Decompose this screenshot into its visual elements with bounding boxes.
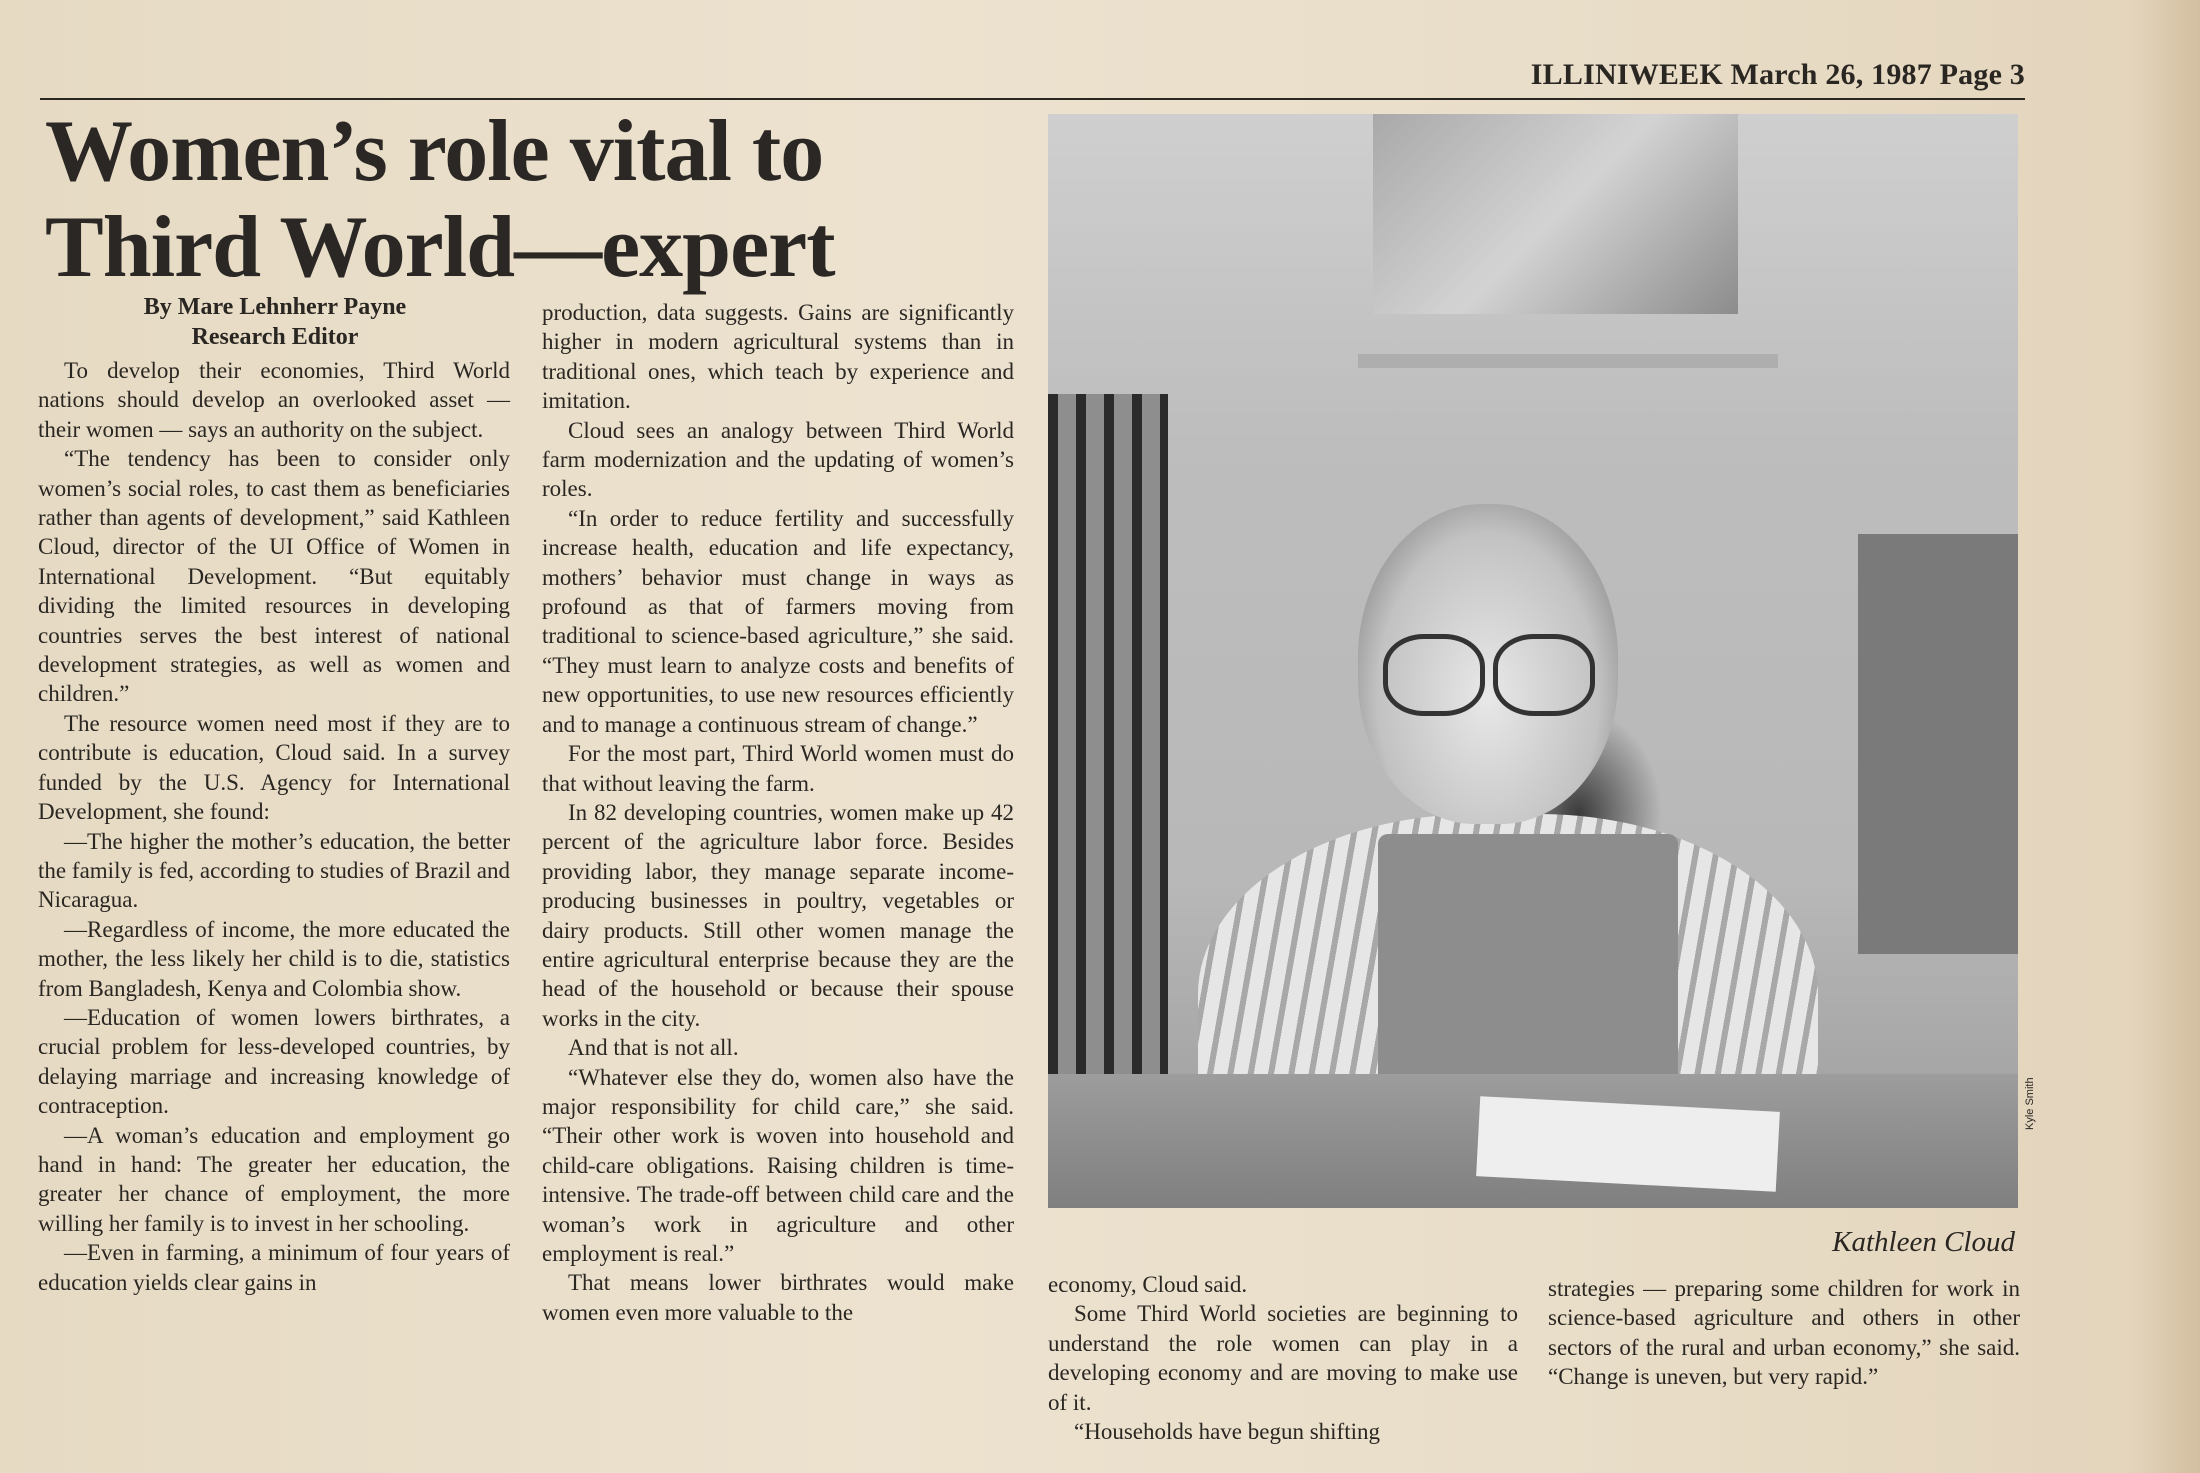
paragraph: —Education of women lowers birthrates, a crucial problem for less-developed countries, by delaying marriage and increasing knowledge of contraception. (38, 1004, 510, 1119)
paragraph: —Regardless of income, the more educated the mother, the less likely her child is to die, statistics from Bangladesh, Kenya and Colombia show. (38, 916, 510, 1001)
paragraph: Cloud sees an analogy between Third World farm modernization and the updating of women’s roles. (542, 417, 1014, 502)
desk-paper (1476, 1096, 1780, 1192)
photo-caption: Kathleen Cloud (1832, 1226, 2015, 1258)
article-column-3 (1048, 1270, 1518, 1446)
paragraph: The resource women need most if they are to contribute is education, Cloud said. In a survey funded by the U.S. Agency for International Development, she found: (38, 710, 510, 825)
bulletin-board (1858, 534, 2018, 954)
paragraph: In 82 developing countries, women make up 42 percent of the agriculture labor force. Besides providing labor, they manage separate income-producing businesses in poultry, vegetables or dairy products. Still other women manage the entire agricultural enterprise because they are the head of the household or because their spouse works in the city. (542, 799, 1014, 1031)
portrait-photo (1048, 114, 2018, 1208)
paragraph: Some Third World societies are beginning to understand the role women can play in a developing economy and are moving to make use of it. (1048, 1301, 1518, 1415)
paragraph: —The higher the mother’s education, the better the family is fed, according to studies of Brazil and Nicaragua. (38, 828, 510, 913)
photo-credit: Kyle Smith (2024, 1077, 2036, 1130)
byline-author: By Mare Lehnherr Payne (143, 294, 407, 320)
article-column-1 (38, 356, 510, 1297)
paragraph: “The tendency has been to consider only women’s social roles, to cast them as beneficiaries rather than agents of development,” said Kathleen Cloud, director of the UI Office of Women in International Development. “But equitably dividing the limited resources in developing countries serves the best interest of national development strategies, as well as women and children.” (38, 446, 510, 707)
headline-line-2: Third World—expert (45, 199, 835, 296)
wall-poster (1373, 114, 1738, 314)
article-column-4 (1548, 1274, 2020, 1392)
paragraph: —A woman’s education and employment go hand in hand: The greater her education, the greater her chance of employment, the more willing her family is to invest in her schooling. (38, 1122, 510, 1236)
glasses-left-lens (1383, 634, 1485, 716)
paragraph: —Even in farming, a minimum of four years of education yields clear gains in (38, 1240, 510, 1295)
poster-caption (1358, 354, 1778, 368)
bookshelf (1048, 394, 1168, 1114)
headline (45, 104, 1035, 296)
paragraph: economy, Cloud said. (1048, 1272, 1248, 1297)
paragraph: “Whatever else they do, women also have the major responsibility for child care,” she said. “Their other work is woven into household and child-care obligations. Raising children is time-intensive. The trade-off between child care and the woman’s work in agriculture and other employment is real.” (542, 1064, 1014, 1266)
byline-title: Research Editor (191, 324, 359, 350)
paragraph: “Households have begun shifting (1074, 1419, 1380, 1445)
paragraph: And that is not all. (568, 1035, 739, 1061)
paragraph: For the most part, Third World women must do that without leaving the farm. (542, 741, 1014, 796)
page-folio: ILLINIWEEK March 26, 1987 Page 3 (1530, 58, 2025, 91)
header-rule (40, 98, 2025, 100)
article-column-2 (542, 298, 1014, 1327)
paragraph: “In order to reduce fertility and successfully increase health, education and life expectancy, mothers’ behavior must change in ways as profound as that of farmers moving from traditional to science-based agriculture,” she said. “They must learn to analyze costs and benefits of new opportunities, to use new resources efficiently and to manage a continuous stream of change.” (542, 505, 1014, 737)
paragraph: To develop their economies, Third World nations should develop an overlooked asset — their women — says an authority on the subject. (38, 358, 510, 442)
headline-line-1: Women’s role vital to (45, 103, 824, 200)
glasses-right-lens (1493, 634, 1595, 716)
byline (40, 292, 510, 352)
page-edge-shadow (2130, 0, 2200, 1473)
paragraph: That means lower birthrates would make women even more valuable to the (542, 1270, 1014, 1325)
paragraph: production, data suggests. Gains are significantly higher in modern agricultural systems than in traditional ones, which teach by experience and imitation. (542, 300, 1014, 414)
paragraph: strategies — preparing some children for work in science-based agriculture and others in other sectors of the rural and urban economy,” she said. “Change is uneven, but very rapid.” (1548, 1276, 2020, 1390)
